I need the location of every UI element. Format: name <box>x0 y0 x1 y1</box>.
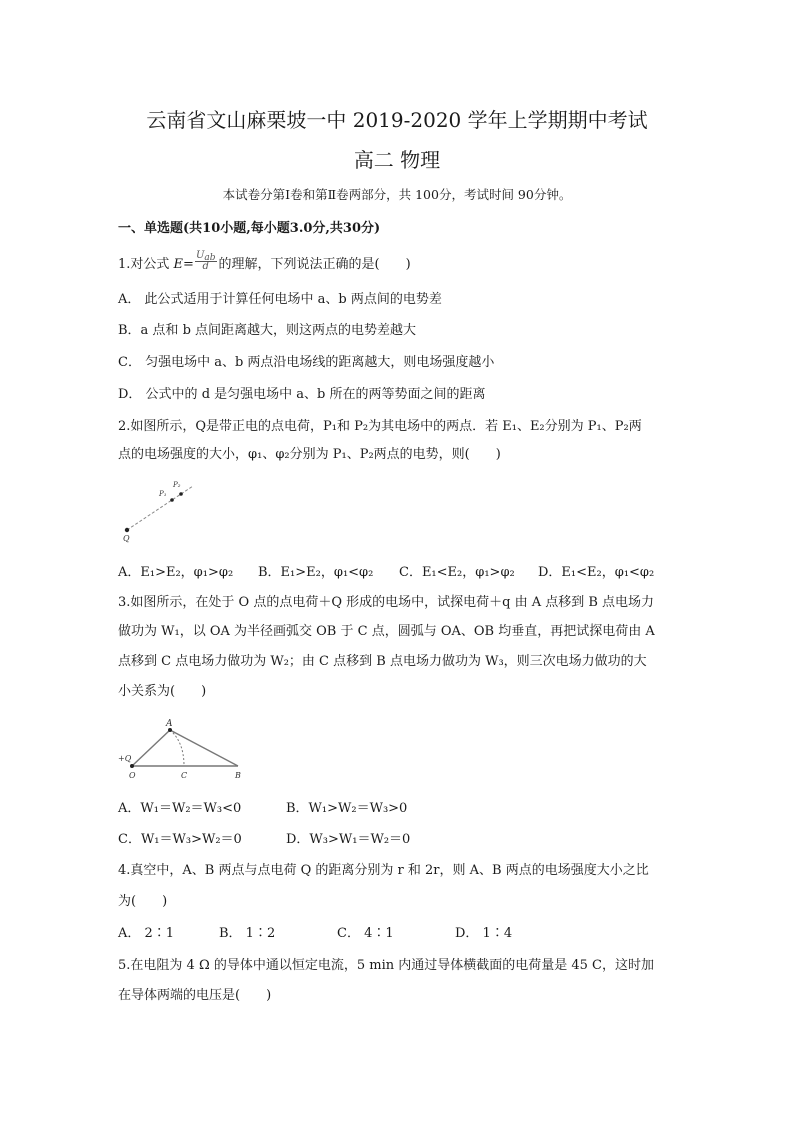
question-1-option-d: D． 公式中的 d 是匀强电场中 a、b 所在的两等势面之间的距离 <box>118 387 486 402</box>
question-1-stem-prefix: 1.对公式 <box>118 257 174 272</box>
segment-oa <box>132 730 170 766</box>
label-b: B <box>235 771 241 780</box>
label-p2: P₂ <box>173 481 181 489</box>
segment-ab <box>170 730 238 766</box>
question-1-option-c: C． 匀强电场中 a、b 两点沿电场线的距离越大，则电场强度越小 <box>118 355 495 370</box>
question-3-stem-line-2: 做功为 W₁，以 OA 为半径画弧交 OB 于 C 点，圆弧与 OA、OB 均垂直，再把试探电荷由 A <box>118 624 655 639</box>
question-1-stem-suffix: 的理解，下列说法正确的是( ) <box>218 257 411 272</box>
question-1-option-b: B．a 点和 b 点间距离越大，则这两点的电势差越大 <box>118 323 417 338</box>
page-title: 云南省文山麻栗坡一中 2019-2020 学年上学期期中考试 <box>146 108 648 132</box>
section-title-single-choice: 一、单选题(共10小题,每小题3.0分,共30分) <box>118 221 381 236</box>
label-o: O <box>129 771 136 780</box>
formula-denominator: d <box>202 261 209 272</box>
question-2-option-b: B．E₁>E₂，φ₁<φ₂ <box>258 565 374 580</box>
exam-note: 本试卷分第Ⅰ卷和第Ⅱ卷两部分，共 100分，考试时间 90分钟。 <box>222 187 572 202</box>
question-4-stem-line-1: 4.真空中，A、B 两点与点电荷 Q 的距离分别为 r 和 2r，则 A、B 两点的电场强度大小之比 <box>118 863 649 878</box>
question-3-stem-line-1: 3.如图所示，在处于 O 点的点电荷＋Q 形成的电场中，试探电荷＋q 由 A 点移到 B 点电场力 <box>118 595 655 610</box>
formula-numerator-sub: ab <box>204 253 216 263</box>
question-2-stem-line-1: 2.如图所示，Q是带正电的点电荷，P₁和 P₂为其电场中的两点．若 E₁、E₂分别为 P₁、P₂两 <box>118 419 642 434</box>
label-a: A <box>166 719 173 729</box>
question-2-option-d: D．E₁<E₂，φ₁<φ₂ <box>538 565 655 580</box>
question-3-option-d: D．W₃>W₁＝W₂＝0 <box>286 832 411 847</box>
point-p1-dot <box>170 498 174 502</box>
question-5-stem-line-1: 5.在电阻为 4 Ω 的导体中通以恒定电流，5 min 内通过导体横截面的电荷量是 45 C，这时加 <box>118 958 654 973</box>
question-2-figure <box>118 475 208 545</box>
formula-e: E <box>173 257 184 272</box>
question-3-figure <box>118 718 248 783</box>
page-subtitle: 高二 物理 <box>353 148 441 172</box>
charge-q-dot <box>125 528 129 532</box>
question-2-option-c: C．E₁<E₂，φ₁>φ₂ <box>399 565 515 580</box>
question-4-option-c: C． 4∶1 <box>337 926 394 941</box>
question-1-stem <box>118 250 411 274</box>
question-4-option-a: A． 2∶1 <box>118 926 175 941</box>
formula-equals: = <box>183 257 194 272</box>
label-q: Q <box>123 534 130 543</box>
label-plus-q: +Q <box>118 754 132 763</box>
label-p1: P₁ <box>159 490 167 498</box>
question-4-option-b: B． 1∶2 <box>219 926 276 941</box>
question-3-option-c: C．W₁＝W₃>W₂＝0 <box>118 832 242 847</box>
question-3-stem-line-3: 点移到 C 点电场力做功为 W₂；由 C 点移到 B 点电场力做功为 W₃，则三次电场力做功的大 <box>118 654 647 669</box>
question-3-option-a: A．W₁＝W₂＝W₃<0 <box>118 801 242 816</box>
question-4-stem-line-2: 为( ) <box>118 894 168 909</box>
arc-ac <box>170 730 184 766</box>
question-1-option-a: A． 此公式适用于计算任何电场中 a、b 两点间的电势差 <box>118 292 442 307</box>
question-3-option-b: B．W₁>W₂＝W₃>0 <box>286 801 408 816</box>
formula-numerator-u: U <box>195 250 205 261</box>
question-4-option-d: D． 1∶4 <box>455 926 513 941</box>
point-o-dot <box>130 764 134 768</box>
formula-fraction <box>195 251 217 272</box>
question-5-stem-line-2: 在导体两端的电压是( ) <box>118 988 272 1003</box>
label-c: C <box>181 771 188 780</box>
question-3-stem-line-4: 小关系为( ) <box>118 684 207 699</box>
point-p2-dot <box>179 492 183 496</box>
question-2-option-a: A．E₁>E₂，φ₁>φ₂ <box>118 565 234 580</box>
question-2-stem-line-2: 点的电场强度的大小，φ₁、φ₂分别为 P₁、P₂两点的电势，则( ) <box>118 447 501 462</box>
